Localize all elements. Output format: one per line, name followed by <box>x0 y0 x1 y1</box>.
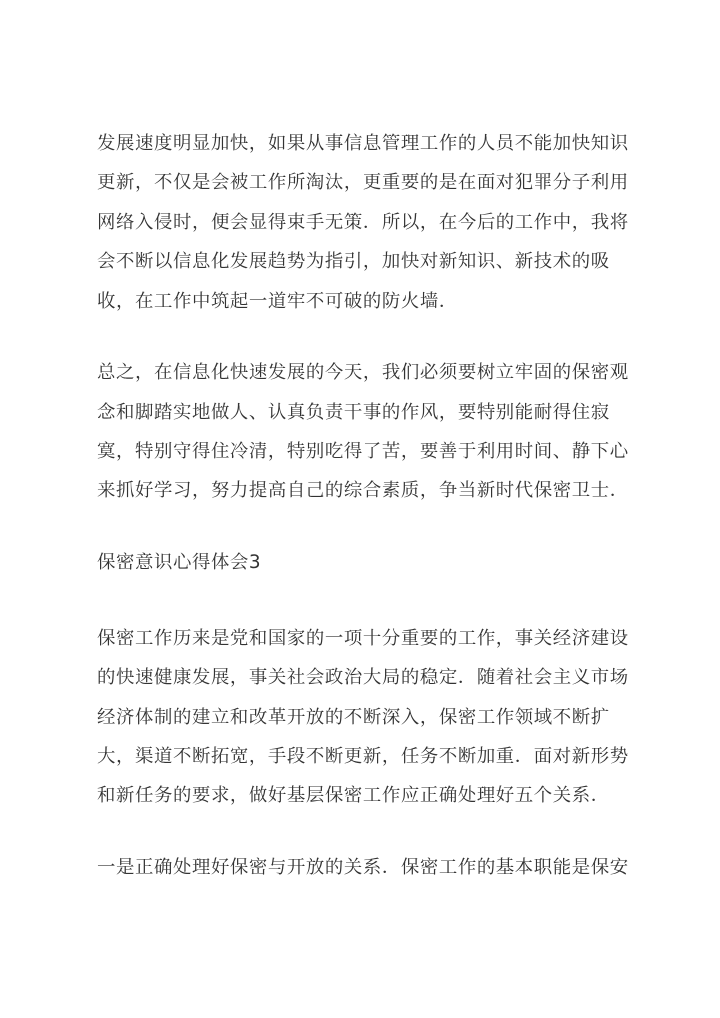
text-line: 来抓好学习，努力提高自己的综合素质，争当新时代保密卫士． <box>97 480 629 501</box>
text-line: 收，在工作中筑起一道牢不可破的防火墙． <box>97 291 458 312</box>
text-line: 总之，在信息化快速发展的今天，我们必须要树立牢固的保密观 <box>97 362 629 383</box>
text-line: 发展速度明显加快，如果从事信息管理工作的人员不能加快知识 <box>97 133 629 154</box>
text-line: 会不断以信息化发展趋势为指引，加快对新知识、新技术的吸 <box>97 251 610 272</box>
text-line: 更新，不仅是会被工作所淘汰，更重要的是在面对犯罪分子利用 <box>97 172 629 193</box>
text-line: 一是正确处理好保密与开放的关系．保密工作的基本职能是保安 <box>97 857 629 878</box>
text-line: 的快速健康发展，事关社会政治大局的稳定．随着社会主义市场 <box>97 667 629 688</box>
section-heading: 保密意识心得体会3 <box>97 552 262 573</box>
text-line: 保密工作历来是党和国家的一项十分重要的工作，事关经济建设 <box>97 628 629 649</box>
text-line: 大，渠道不断拓宽，手段不断更新，任务不断加重．面对新形势 <box>97 746 629 767</box>
text-line: 念和脚踏实地做人、认真负责干事的作风，要特别能耐得住寂 <box>97 402 610 423</box>
text-line: 经济体制的建立和改革开放的不断深入，保密工作领域不断扩 <box>97 707 610 728</box>
text-line: 寞，特别守得住冷清，特别吃得了苦，要善于利用时间、静下心 <box>97 441 629 462</box>
text-line: 和新任务的要求，做好基层保密工作应正确处理好五个关系． <box>97 785 610 806</box>
text-line: 网络入侵时，便会显得束手无策．所以，在今后的工作中，我将 <box>97 212 629 233</box>
